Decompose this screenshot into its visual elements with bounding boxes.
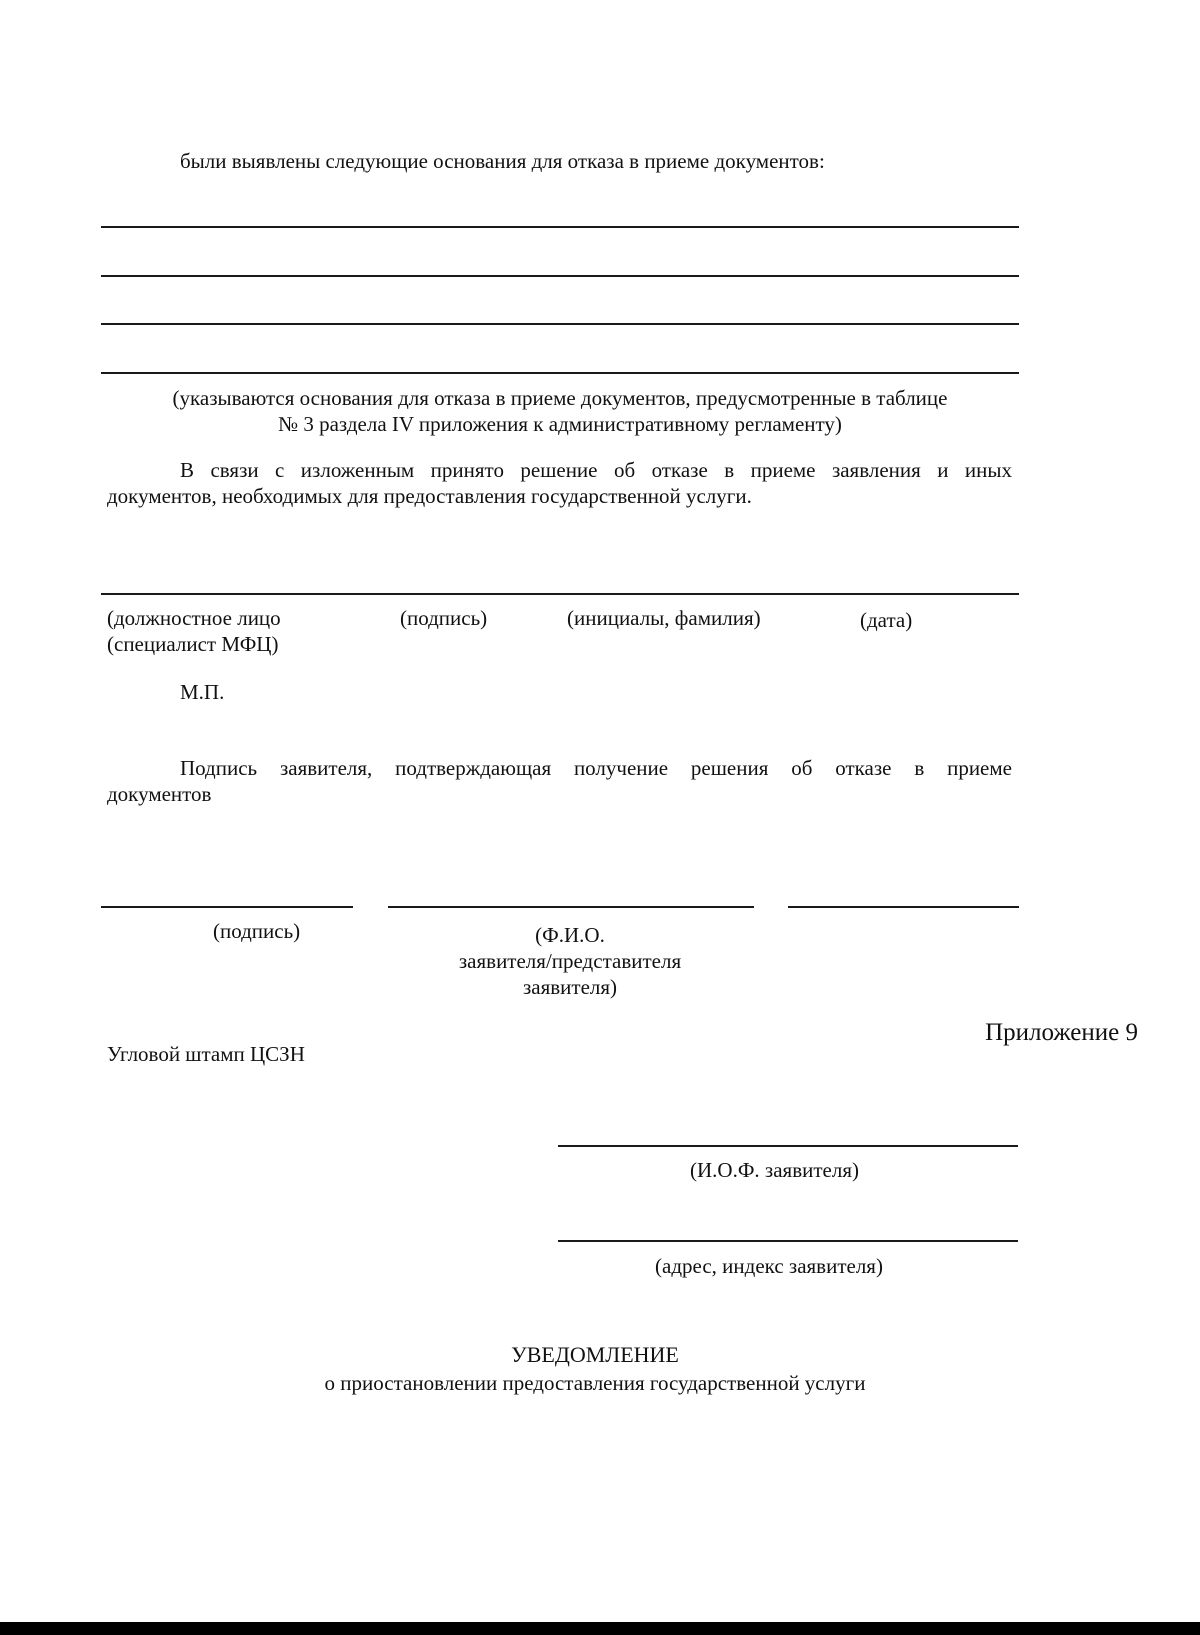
applicant-confirm-line-2: документов bbox=[107, 782, 212, 806]
applicant-signature-line bbox=[101, 906, 353, 908]
official-label-line-2: (специалист МФЦ) bbox=[107, 632, 279, 656]
grounds-note-line-2: № 3 раздела IV приложения к административному регламенту) bbox=[278, 412, 842, 436]
applicant-fio-line bbox=[388, 906, 754, 908]
corner-stamp-label: Угловой штамп ЦСЗН bbox=[107, 1042, 305, 1066]
decision-line-2: документов, необходимых для предоставления государственной услуги. bbox=[107, 484, 752, 508]
recipient-name-line bbox=[558, 1145, 1018, 1147]
applicant-confirm-line-1: Подпись заявителя, подтверждающая получение решения об отказе в приеме bbox=[180, 756, 1012, 780]
decision-line-1: В связи с изложенным принято решение об отказе в приеме заявления и иных bbox=[180, 458, 1012, 482]
grounds-line-4 bbox=[101, 372, 1019, 374]
applicant-fio-label-line-3: заявителя) bbox=[522, 975, 618, 999]
signature-label: (подпись) bbox=[400, 606, 488, 630]
applicant-fio-label-line-2: заявителя/представителя bbox=[458, 949, 682, 973]
scan-edge-bar bbox=[0, 1622, 1200, 1635]
recipient-address-line bbox=[558, 1240, 1018, 1242]
applicant-extra-line bbox=[788, 906, 1019, 908]
grounds-line-3 bbox=[101, 323, 1019, 325]
notice-title: УВЕДОМЛЕНИЕ bbox=[511, 1342, 679, 1367]
recipient-address-caption: (адрес, индекс заявителя) bbox=[655, 1254, 883, 1278]
applicant-signature-label: (подпись) bbox=[213, 919, 301, 943]
seal-label: М.П. bbox=[180, 680, 225, 704]
notice-subtitle: о приостановлении предоставления государственной услуги bbox=[324, 1371, 866, 1395]
date-label: (дата) bbox=[860, 608, 913, 632]
intro-line: были выявлены следующие основания для отказа в приеме документов: bbox=[180, 149, 825, 173]
appendix-label: Приложение 9 bbox=[985, 1019, 1138, 1046]
grounds-line-1 bbox=[101, 226, 1019, 228]
initials-label: (инициалы, фамилия) bbox=[567, 606, 761, 630]
applicant-fio-label-line-1: (Ф.И.О. bbox=[535, 923, 605, 947]
grounds-line-2 bbox=[101, 275, 1019, 277]
official-label-line-1: (должностное лицо bbox=[107, 606, 281, 630]
signature-line bbox=[101, 593, 1019, 595]
grounds-note-line-1: (указываются основания для отказа в приеме документов, предусмотренные в таблице bbox=[172, 386, 948, 410]
recipient-name-caption: (И.О.Ф. заявителя) bbox=[690, 1158, 859, 1182]
